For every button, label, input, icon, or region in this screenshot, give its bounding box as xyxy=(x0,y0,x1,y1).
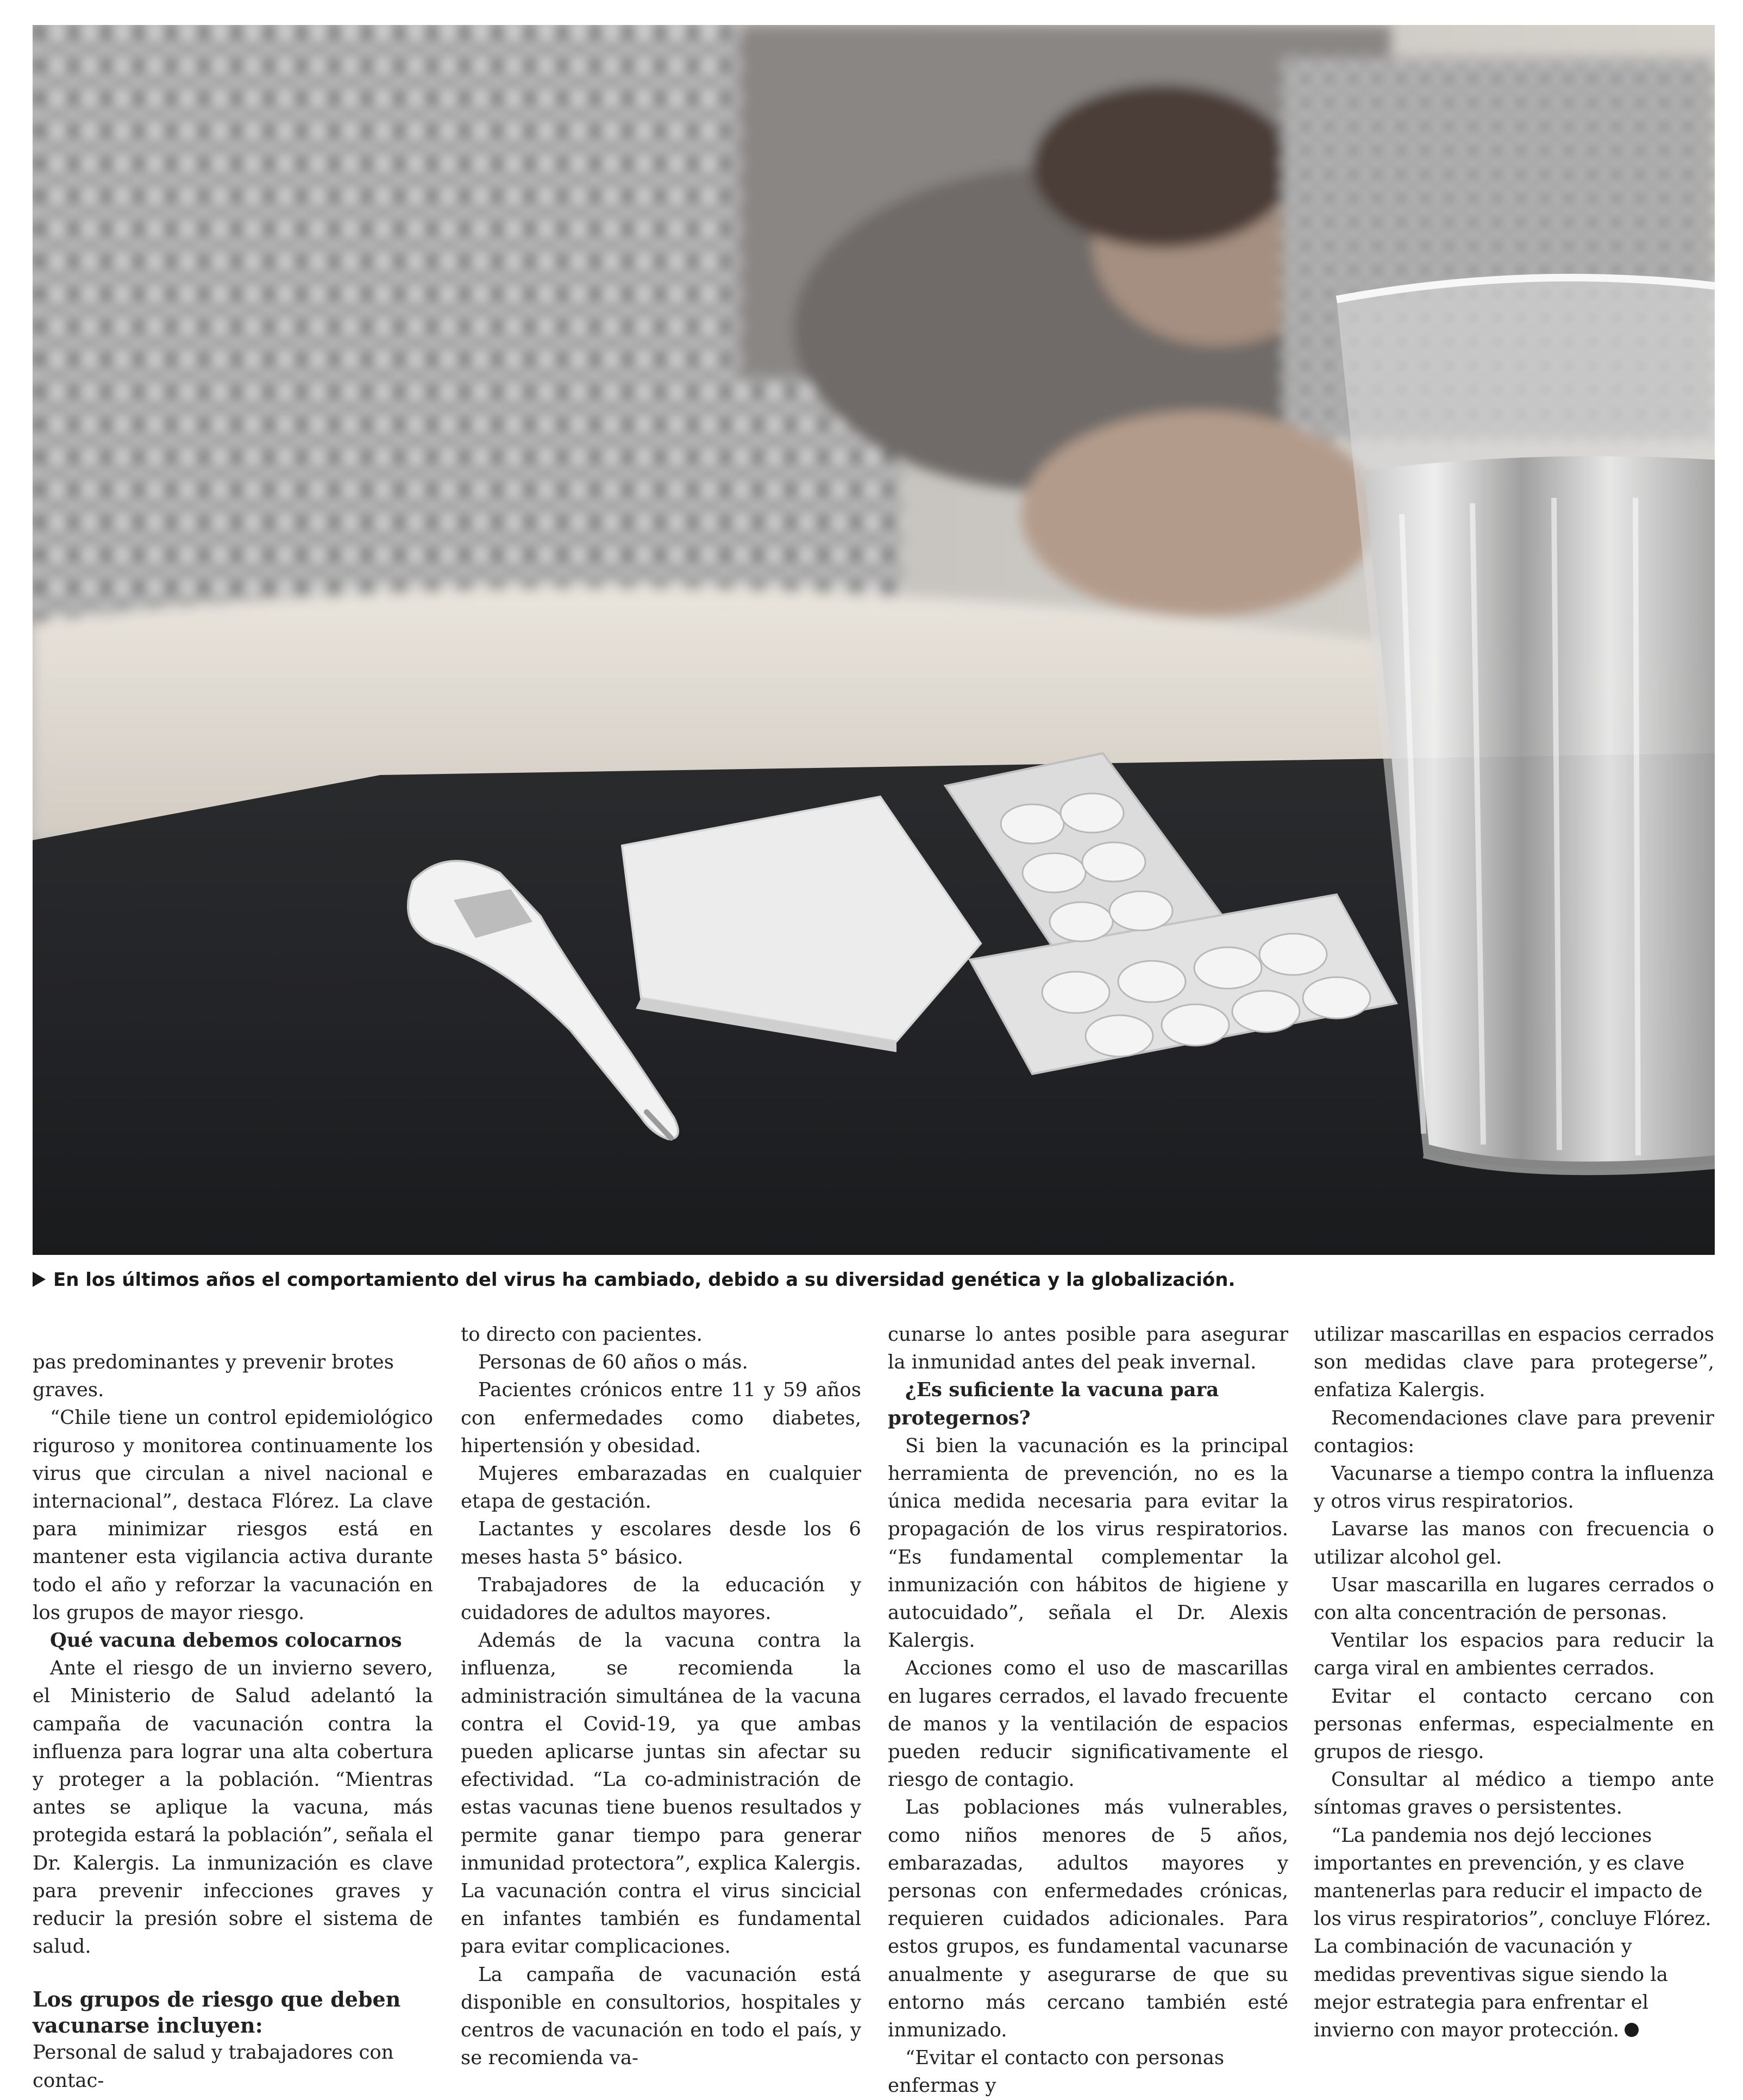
paragraph: Acciones como el uso de mascarillas en lugares cerrados, el lavado frecuente de manos y la ventilación de espacios pueden reducir significativamente el riesgo de contagio. xyxy=(888,1657,1288,1791)
section-heading: Los grupos de riesgo que deben vacunarse incluyen: xyxy=(33,1987,401,2038)
list-item: Lactantes y escolares desde los 6 meses hasta 5° básico. xyxy=(461,1518,861,1568)
paragraph: to directo con pacientes. xyxy=(461,1323,703,1346)
paragraph: Si bien la vacunación es la principal herramienta de prevención, no es la única medida necesaria para evitar la propagación de los virus respiratorios. “Es fundamental complementar la inmunización con hábitos de higiene y autocuidado”, señala el Dr. Alexis Kalergis. xyxy=(888,1434,1288,1652)
article-column-3 xyxy=(888,1321,1288,2097)
caption-arrow-icon xyxy=(33,1272,46,1287)
paragraph: “Evitar el contacto con personas enfermas y xyxy=(888,2047,1225,2097)
photo-caption xyxy=(33,1266,1715,1293)
article-column-2 xyxy=(461,1321,861,2070)
closing-text: “La pandemia nos dejó lecciones importantes en prevención, y es clave mantenerlas para reducir el impacto de los virus respiratorios”, concluye Flórez. La combinación de vacunación y medidas preventivas sigue siendo la mejor estrategia para enfrentar el invierno con mayor protección. xyxy=(1314,1824,1711,2042)
list-item: Lavarse las manos con frecuencia o utilizar alcohol gel. xyxy=(1314,1518,1714,1568)
paragraph: Las poblaciones más vulnerables, como niños menores de 5 años, embarazadas, adultos mayores y personas con enfermedades crónicas, requieren cuidados adicionales. Para estos grupos, es fundamental vacunarse anualmente y asegurarse de que su entorno más cercano también esté inmunizado. xyxy=(888,1796,1288,2042)
list-item: Pacientes crónicos entre 11 y 59 años con enfermedades como diabetes, hipertensión y obesidad. xyxy=(461,1379,861,1457)
paragraph: pas predominantes y prevenir brotes graves. xyxy=(33,1351,394,1402)
paragraph: La campaña de vacunación está disponible en consultorios, hospitales y centros de vacunación en todo el país, y se recomienda va- xyxy=(461,1963,861,2070)
end-of-article-icon xyxy=(1625,2023,1639,2037)
paragraph: cunarse lo antes posible para asegurar la inmunidad antes del peak invernal. xyxy=(888,1323,1288,1374)
list-item: Trabajadores de la educación y cuidadores de adultos mayores. xyxy=(461,1573,861,1624)
paragraph: Personal de salud y trabajadores con contac- xyxy=(33,2041,394,2092)
list-item: Personas de 60 años o más. xyxy=(478,1351,748,1374)
paragraph: Recomendaciones clave para prevenir contagios: xyxy=(1314,1407,1714,1457)
list-item: Evitar el contacto cercano con personas enfermas, especialmente en grupos de riesgo. xyxy=(1314,1685,1714,1764)
paragraph: Ante el riesgo de un invierno severo, el Ministerio de Salud adelantó la campaña de vacunación contra la influenza para lograr una alta cobertura y proteger a la población. “Mientras antes se aplique la vacuna, más protegida estará la población”, señala el Dr. Kalergis. La inmunización es clave para prevenir infecciones graves y reducir la presión sobre el sistema de salud. xyxy=(33,1657,433,1958)
closing-paragraph xyxy=(1314,1822,1714,2045)
paragraph: Además de la vacuna contra la influenza, se recomienda la administración simultánea de la vacuna contra el Covid-19, ya que ambas pueden aplicarse juntas sin afectar su efectividad. “La co-administración de estas vacunas tiene buenos resultados y permite ganar tiempo para generar inmunidad protectora”, explica Kalergis. La vacunación contra el virus sincicial en infantes también es fundamental para evitar complicaciones. xyxy=(461,1629,861,1958)
section-heading: ¿Es suficiente la vacuna para protegernos? xyxy=(888,1379,1219,1429)
list-item: Consultar al médico a tiempo ante síntomas graves o persistentes. xyxy=(1314,1768,1714,1819)
section-heading: Qué vacuna debemos colocarnos xyxy=(50,1629,402,1652)
paragraph: utilizar mascarillas en espacios cerrados son medidas clave para protegerse”, enfatiza Kalergis. xyxy=(1314,1323,1714,1402)
list-item: Mujeres embarazadas en cualquier etapa de gestación. xyxy=(461,1462,861,1513)
list-item: Ventilar los espacios para reducir la carga viral en ambientes cerrados. xyxy=(1314,1629,1714,1680)
caption-text: En los últimos años el comportamiento del virus ha cambiado, debido a su diversidad genética y la globalización. xyxy=(53,1269,1236,1291)
article-column-4 xyxy=(1314,1321,1714,2042)
article-column-1 xyxy=(33,1321,433,2092)
sick-person-nightstand-photo xyxy=(33,25,1715,1255)
list-item: Usar mascarilla en lugares cerrados o con alta concentración de personas. xyxy=(1314,1573,1714,1624)
paragraph: “Chile tiene un control epidemiológico riguroso y monitorea continuamente los virus que circulan a nivel nacional e internacional”, destaca Flórez. La clave para minimizar riesgos está en mantener esta vigilancia activa durante todo el año y reforzar la vacunación en los grupos de mayor riesgo. xyxy=(33,1407,433,1624)
list-item: Vacunarse a tiempo contra la influenza y otros virus respiratorios. xyxy=(1314,1462,1714,1513)
article-photo xyxy=(33,25,1715,1255)
